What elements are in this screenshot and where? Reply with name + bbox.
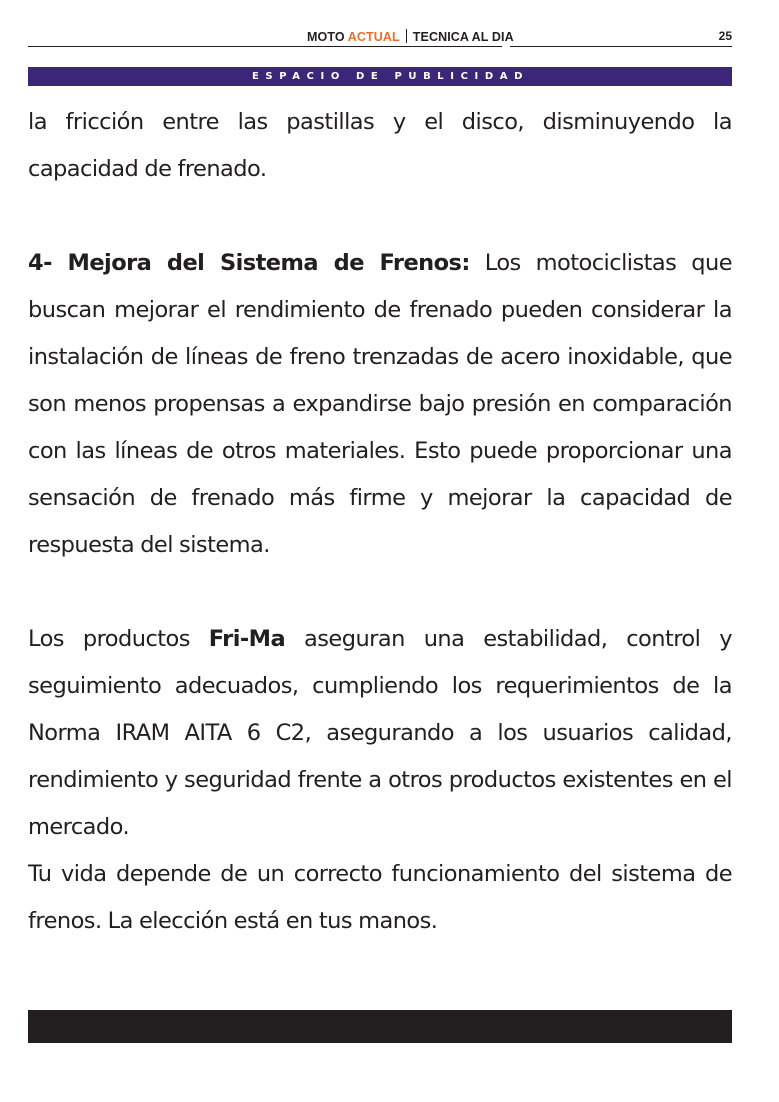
paragraph-brake-upgrade-text: Los motociclistas que buscan mejorar el rendimiento de frenado pueden considerar la instalación de líneas de freno trenzadas de acero inoxidable, que son menos propensas a expandirse bajo presión en comparación con las líneas de otros materiales. Esto puede proporcionar una sensación de frenado más firme y mejorar la capacidad de respuesta del sistema. [28, 250, 732, 558]
ad-space-banner: ESPACIO DE PUBLICIDAD [28, 67, 732, 86]
header-rule-left [28, 46, 502, 47]
paragraph-frima-intro: Los productos [28, 626, 209, 652]
article-body [28, 99, 732, 945]
header-rule-right [510, 46, 732, 47]
paragraph-frima-text: aseguran una estabilidad, control y seguimiento adecuados, cumpliendo los requerimientos de la Norma IRAM AITA 6 C2, asegurando a los usuarios calidad, rendimiento y seguridad frente a otros productos existentes en el mercado. [28, 626, 732, 840]
brand-frima: Fri-Ma [208, 626, 286, 652]
section-heading-brake-upgrade: 4- Mejora del Sistema de Frenos: [28, 250, 470, 276]
footer-bar [28, 1010, 732, 1043]
paragraph-frima-products [28, 616, 732, 851]
header-separator [406, 29, 407, 43]
paragraph-gap [28, 193, 732, 240]
page-number: 25 [718, 29, 732, 43]
brand-actual: ACTUAL [347, 30, 400, 44]
paragraph-friction: la fricción entre las pastillas y el disco, disminuyendo la capacidad de frenado. [28, 109, 732, 182]
paragraph-brake-upgrade [28, 240, 732, 569]
paragraph-closing: Tu vida depende de un correcto funcionamiento del sistema de frenos. La elección está en tus manos. [28, 861, 732, 934]
section-title: TECNICA AL DIA [412, 30, 514, 44]
running-header [307, 29, 514, 45]
paragraph-gap [28, 569, 732, 616]
brand-moto: MOTO [307, 30, 345, 44]
